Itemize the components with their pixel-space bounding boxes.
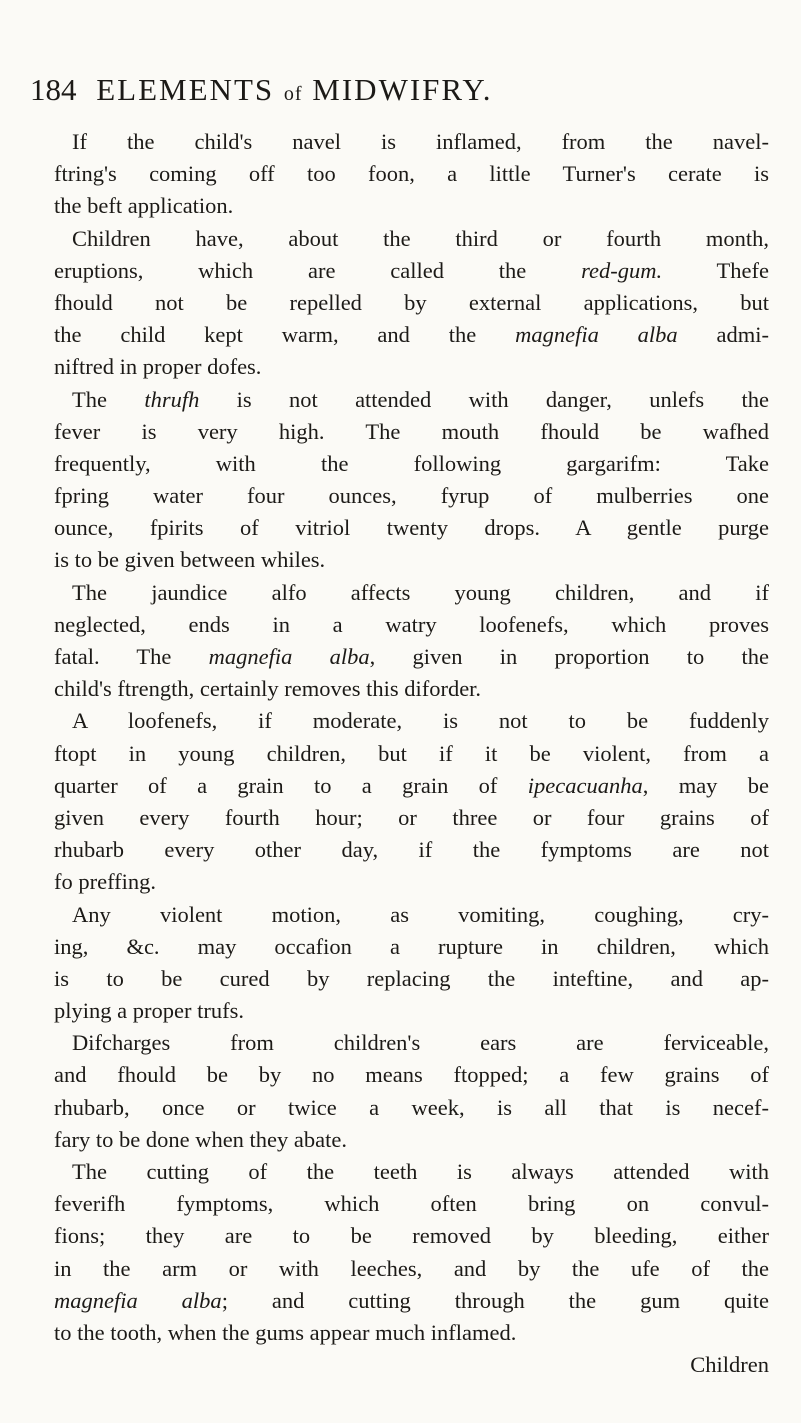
text-line: ounce, fpirits of vitriol twenty drops. A gentle purge (54, 515, 769, 541)
italic-term: magnefia alba (54, 1287, 222, 1313)
text-line: is to be cured by replacing the inteftine, and ap- (54, 965, 769, 991)
paragraph (54, 384, 769, 577)
text-line: Children have, about the third or fourth month, (72, 225, 769, 251)
paragraph (54, 577, 769, 706)
running-title-part-2: MIDWIFRY. (312, 72, 493, 107)
catchword: Children (690, 1352, 769, 1378)
text-line: to the tooth, when the gums appear much inflamed. (54, 1319, 517, 1345)
running-title-of: of (283, 83, 303, 105)
text-line: fever is very high. The mouth fhould be wafhed (54, 418, 769, 444)
text-line: the child kept warm, and the magnefia alba admi- (54, 322, 770, 348)
paragraph (54, 899, 769, 1028)
page-number: 184 (30, 72, 77, 107)
text-line: A loofenefs, if moderate, is not to be fuddenly (72, 708, 769, 734)
italic-term: red-gum. (581, 257, 663, 283)
text-line: rhubarb every other day, if the fymptoms are not (54, 837, 769, 863)
text-line: quarter of a grain to a grain of ipecacuanha, may be (54, 772, 769, 798)
text-line: Difcharges from children's ears are ferviceable, (72, 1030, 769, 1056)
text-line: in the arm or with leeches, and by the ufe of the (54, 1255, 769, 1281)
running-head (30, 72, 770, 108)
text-line: magnefia alba; and cutting through the gum quite (54, 1287, 769, 1313)
italic-term: magnefia alba (208, 644, 370, 669)
text-line: fary to be done when they abate. (54, 1126, 348, 1152)
text-line: fo preffing. (54, 869, 157, 895)
paragraph (54, 1156, 769, 1349)
text-line: child's ftrength, certainly removes this diforder. (54, 676, 482, 702)
text-line: and fhould be by no means ftopped; a few grains of (54, 1062, 769, 1088)
text-line: frequently, with the following gargarifm: Take (54, 450, 769, 476)
text-line: plying a proper trufs. (54, 998, 244, 1024)
paragraph (54, 223, 769, 384)
text-line: the beft application. (54, 193, 234, 219)
italic-term: thrufh (144, 386, 200, 412)
italic-term: ipecacuanha (527, 772, 643, 798)
paragraph (54, 705, 769, 898)
text-line: fpring water four ounces, fyrup of mulberries one (54, 483, 769, 509)
text-line: ftring's coming off too foon, a little Turner's cerate is (54, 161, 769, 187)
text-line: eruptions, which are called the red-gum. Thefe (54, 257, 769, 283)
text-line: If the child's navel is inflamed, from the navel- (72, 129, 769, 154)
running-title-part-1: ELEMENTS (96, 72, 275, 107)
text-line: fions; they are to be removed by bleeding, either (54, 1223, 769, 1249)
italic-term: magnefia alba (515, 322, 678, 348)
text-line: given every fourth hour; or three or four grains of (54, 804, 769, 830)
text-line: The jaundice alfo affects young children, and if (72, 579, 769, 605)
text-line: The thrufh is not attended with danger, unlefs the (72, 386, 769, 412)
body-text (54, 126, 769, 1381)
text-line: niftred in proper dofes. (54, 354, 262, 380)
text-line: The cutting of the teeth is always attended with (72, 1159, 769, 1184)
paragraph (54, 1027, 769, 1156)
text-line: ing, &c. may occafion a rupture in children, which (54, 933, 769, 959)
text-line: fatal. The magnefia alba, given in proportion to the (54, 644, 770, 669)
text-line: fhould not be repelled by external applications, but (54, 289, 769, 315)
text-line: is to be given between whiles. (54, 547, 326, 573)
text-line: rhubarb, once or twice a week, is all that is necef- (54, 1094, 769, 1120)
text-line: neglected, ends in a watry loofenefs, which proves (54, 611, 769, 637)
paragraph (54, 126, 769, 223)
text-line: ftopt in young children, but if it be violent, from a (54, 740, 769, 766)
text-line: feverifh fymptoms, which often bring on convul- (54, 1191, 769, 1217)
text-line: Any violent motion, as vomiting, coughing, cry- (72, 901, 769, 927)
